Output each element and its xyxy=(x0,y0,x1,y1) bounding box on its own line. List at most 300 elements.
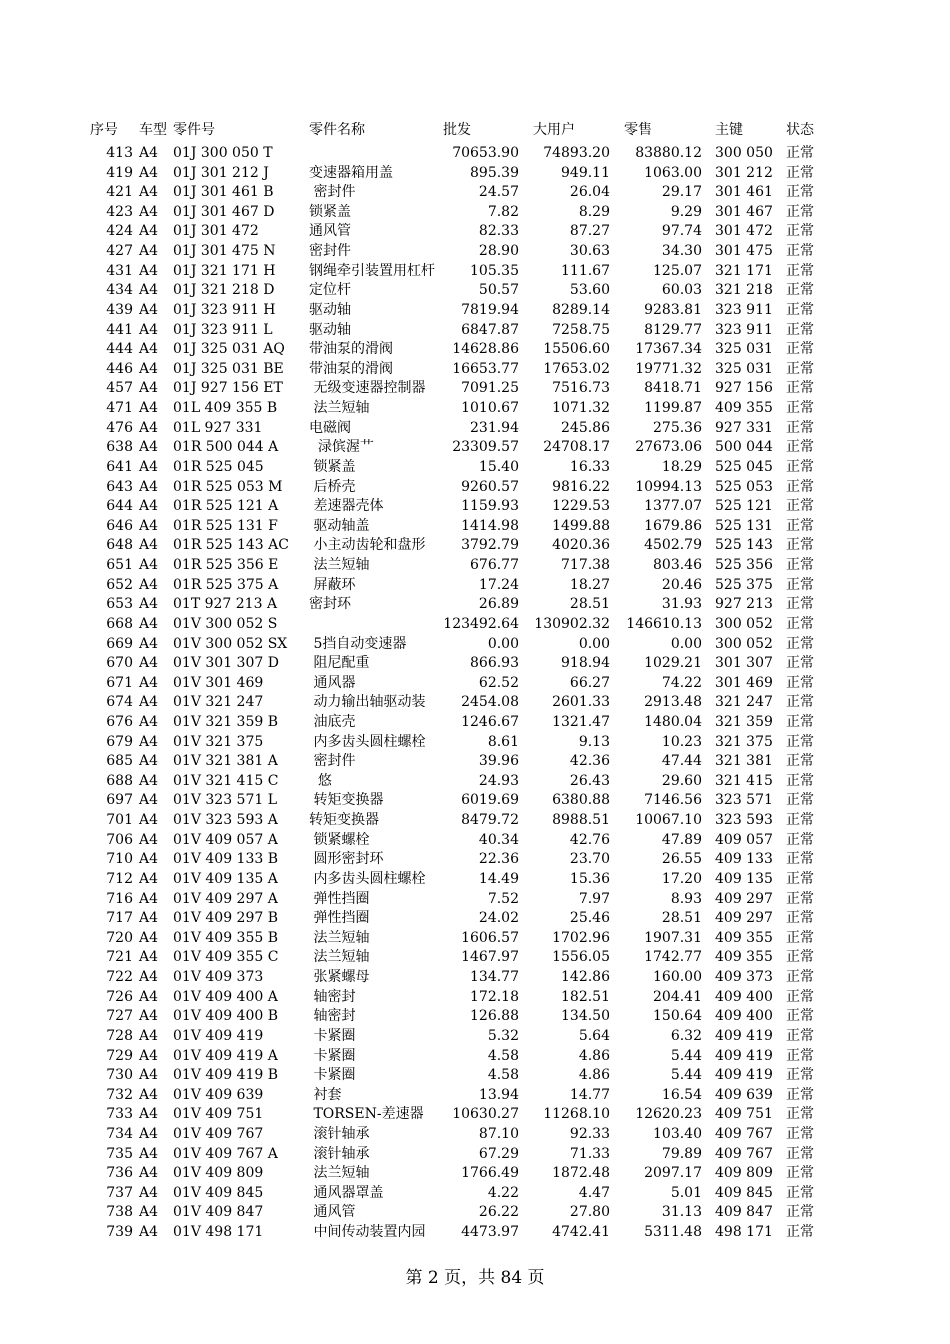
cell-wholesale: 15.40 xyxy=(478,458,519,475)
cell-name: 动力输出轴驱动装 xyxy=(309,694,426,711)
cell-status: 正常 xyxy=(786,870,814,887)
cell-wholesale: 895.39 xyxy=(470,164,519,181)
cell-name: 定位杆 xyxy=(309,282,351,299)
cell-wholesale: 105.35 xyxy=(470,262,519,279)
cell-big-user: 134.50 xyxy=(561,1008,610,1025)
cell-big-user: 9.13 xyxy=(578,733,610,750)
cell-seq: 706 xyxy=(106,831,133,848)
cell-wholesale: 24.93 xyxy=(478,772,519,789)
cell-retail: 1742.77 xyxy=(644,949,702,966)
cell-wholesale: 7.52 xyxy=(487,890,519,907)
cell-name: 圆形密封环 xyxy=(309,851,384,868)
cell-model: A4 xyxy=(139,870,159,887)
cell-wholesale: 1414.98 xyxy=(461,517,519,534)
cell-name: 悠 xyxy=(309,772,332,789)
cell-model: A4 xyxy=(139,1145,159,1162)
cell-key: 409 133 xyxy=(715,851,773,868)
cell-model: A4 xyxy=(139,1067,159,1084)
footer-page-number: 2 xyxy=(427,1268,439,1288)
cell-seq: 717 xyxy=(106,910,133,927)
cell-wholesale: 22.36 xyxy=(478,851,519,868)
cell-part-no: 01V 498 171 xyxy=(173,1224,264,1241)
cell-key: 301 307 xyxy=(715,655,773,672)
cell-name: 小主动齿轮和盘形 xyxy=(309,537,426,554)
cell-name: 差速器壳体 xyxy=(309,498,384,515)
cell-model: A4 xyxy=(139,1184,159,1201)
cell-name: 卡紧圈 xyxy=(309,1047,356,1064)
cell-seq: 679 xyxy=(106,733,133,750)
cell-seq: 471 xyxy=(106,400,133,417)
cell-name: 滚针轴承 xyxy=(309,1145,370,1162)
footer-total-pages: 84 xyxy=(500,1268,523,1288)
cell-name: 后桥壳 xyxy=(309,478,356,495)
cell-key: 321 247 xyxy=(715,694,773,711)
cell-wholesale: 4.58 xyxy=(487,1047,519,1064)
cell-key: 500 044 xyxy=(715,439,773,456)
cell-model: A4 xyxy=(139,223,159,240)
cell-retail: 60.03 xyxy=(661,282,702,299)
cell-big-user: 18.27 xyxy=(569,576,610,593)
cell-wholesale: 4473.97 xyxy=(461,1224,519,1241)
cell-key: 525 121 xyxy=(715,498,773,515)
cell-model: A4 xyxy=(139,203,159,220)
cell-wholesale: 1010.67 xyxy=(461,400,519,417)
cell-wholesale: 13.94 xyxy=(478,1086,519,1103)
cell-key: 323 911 xyxy=(715,301,773,318)
cell-key: 325 031 xyxy=(715,360,773,377)
cell-wholesale: 87.10 xyxy=(478,1126,519,1142)
cell-wholesale: 8.61 xyxy=(487,733,519,750)
cell-model: A4 xyxy=(139,498,159,515)
cell-big-user: 182.51 xyxy=(561,988,610,1005)
cell-model: A4 xyxy=(139,321,159,338)
cell-retail: 8418.71 xyxy=(644,380,702,397)
cell-wholesale: 14628.86 xyxy=(452,341,519,358)
cell-retail: 8.93 xyxy=(670,890,702,907)
cell-part-no: 01V 409 355 B xyxy=(173,929,279,946)
cell-key: 409 847 xyxy=(715,1204,773,1221)
cell-key: 301 461 xyxy=(715,184,773,201)
cell-part-no: 01J 321 218 D xyxy=(173,282,275,299)
cell-retail: 18.29 xyxy=(661,458,702,475)
cell-big-user: 7516.73 xyxy=(552,380,610,397)
cell-big-user: 25.46 xyxy=(569,910,610,927)
cell-seq: 671 xyxy=(106,674,133,691)
page-footer xyxy=(0,1263,950,1288)
cell-key: 409 297 xyxy=(715,910,773,927)
cell-model: A4 xyxy=(139,1086,159,1103)
cell-model: A4 xyxy=(139,478,159,495)
cell-seq: 697 xyxy=(106,792,133,809)
cell-retail: 12620.23 xyxy=(635,1106,702,1123)
cell-model: A4 xyxy=(139,576,159,593)
cell-part-no: 01J 323 911 H xyxy=(173,301,276,318)
header-big-user: 大用户 xyxy=(533,122,575,138)
cell-wholesale: 70653.90 xyxy=(452,145,519,161)
cell-big-user: 23.70 xyxy=(569,851,610,868)
cell-key: 300 050 xyxy=(715,145,773,161)
cell-part-no: 01V 409 400 B xyxy=(173,1008,279,1025)
cell-model: A4 xyxy=(139,1047,159,1064)
cell-model: A4 xyxy=(139,380,159,397)
cell-seq: 721 xyxy=(106,949,133,966)
cell-retail: 2097.17 xyxy=(644,1165,702,1182)
cell-name: 通风器 xyxy=(309,674,356,691)
cell-seq: 446 xyxy=(106,360,133,377)
cell-part-no: 01V 409 297 B xyxy=(173,910,279,927)
cell-part-no: 01V 409 809 xyxy=(173,1165,264,1182)
cell-part-no: 01J 301 475 N xyxy=(173,243,276,260)
cell-wholesale: 1159.93 xyxy=(461,498,519,515)
cell-name: 通风管 xyxy=(309,1204,356,1221)
cell-model: A4 xyxy=(139,145,159,161)
cell-seq: 733 xyxy=(106,1106,133,1123)
cell-seq: 641 xyxy=(106,458,133,475)
cell-part-no: 01R 500 044 A xyxy=(173,439,279,456)
cell-seq: 444 xyxy=(106,341,133,358)
cell-status: 正常 xyxy=(786,1165,814,1182)
cell-key: 525 045 xyxy=(715,458,773,475)
cell-model: A4 xyxy=(139,400,159,417)
cell-big-user: 4.86 xyxy=(578,1067,610,1084)
cell-retail: 26.55 xyxy=(661,851,702,868)
cell-key: 323 571 xyxy=(715,792,773,809)
cell-status: 正常 xyxy=(786,537,814,554)
cell-seq: 653 xyxy=(106,596,133,613)
cell-key: 409 639 xyxy=(715,1086,773,1103)
cell-key: 409 767 xyxy=(715,1145,773,1162)
cell-name: TORSEN-差速器 xyxy=(309,1106,424,1123)
cell-key: 525 053 xyxy=(715,478,773,495)
cell-name: 中间传动装置内园 xyxy=(309,1224,426,1241)
cell-model: A4 xyxy=(139,557,159,574)
cell-wholesale: 10630.27 xyxy=(452,1106,519,1123)
cell-retail: 1377.07 xyxy=(644,498,702,515)
cell-part-no: 01L 927 331 xyxy=(173,419,263,436)
cell-status: 正常 xyxy=(786,439,814,456)
cell-seq: 427 xyxy=(106,243,133,260)
cell-part-no: 01V 323 593 A xyxy=(173,812,278,829)
cell-part-no: 01V 409 767 A xyxy=(173,1145,278,1162)
cell-wholesale: 172.18 xyxy=(470,988,519,1005)
cell-retail: 47.44 xyxy=(661,753,702,770)
cell-retail: 29.60 xyxy=(661,772,702,789)
cell-wholesale: 6019.69 xyxy=(461,792,519,809)
cell-name: 锁紧盖 xyxy=(309,203,351,220)
cell-big-user: 7258.75 xyxy=(552,321,610,338)
cell-big-user: 4.47 xyxy=(578,1184,610,1201)
cell-key: 301 469 xyxy=(715,674,773,691)
cell-name: 阻尼配重 xyxy=(309,655,370,672)
cell-wholesale: 6847.87 xyxy=(461,321,519,338)
cell-wholesale: 1246.67 xyxy=(461,713,519,730)
cell-model: A4 xyxy=(139,1106,159,1123)
cell-retail: 97.74 xyxy=(661,223,702,240)
cell-big-user: 17653.02 xyxy=(543,360,610,377)
cell-seq: 688 xyxy=(106,772,133,789)
cell-big-user: 1702.96 xyxy=(552,929,610,946)
cell-key: 409 767 xyxy=(715,1126,773,1142)
cell-wholesale: 4.22 xyxy=(487,1184,519,1201)
cell-model: A4 xyxy=(139,1204,159,1221)
cell-status: 正常 xyxy=(786,1145,814,1162)
cell-big-user: 245.86 xyxy=(561,419,610,436)
cell-key: 525 375 xyxy=(715,576,773,593)
cell-key: 321 381 xyxy=(715,753,773,770)
cell-model: A4 xyxy=(139,301,159,318)
cell-status: 正常 xyxy=(786,145,814,161)
cell-model: A4 xyxy=(139,792,159,809)
cell-seq: 726 xyxy=(106,988,133,1005)
cell-name: 电磁阀 xyxy=(309,419,351,436)
cell-big-user: 1872.48 xyxy=(552,1165,610,1182)
cell-part-no: 01L 409 355 B xyxy=(173,400,278,417)
cell-big-user: 26.43 xyxy=(569,772,610,789)
cell-key: 409 419 xyxy=(715,1067,773,1084)
cell-seq: 441 xyxy=(106,321,133,338)
cell-key: 409 419 xyxy=(715,1047,773,1064)
cell-wholesale: 8479.72 xyxy=(461,812,519,829)
cell-name: 密封环 xyxy=(309,596,351,613)
cell-key: 321 171 xyxy=(715,262,773,279)
cell-wholesale: 5.32 xyxy=(487,1027,519,1044)
cell-name: 密封件 xyxy=(309,243,351,260)
cell-wholesale: 7819.94 xyxy=(461,301,519,318)
cell-key: 325 031 xyxy=(715,341,773,358)
cell-seq: 638 xyxy=(106,439,133,456)
cell-status: 正常 xyxy=(786,635,814,652)
cell-key: 409 355 xyxy=(715,400,773,417)
cell-key: 927 331 xyxy=(715,419,773,436)
cell-key: 409 400 xyxy=(715,1008,773,1025)
cell-status: 正常 xyxy=(786,733,814,750)
cell-status: 正常 xyxy=(786,262,814,279)
cell-name: 法兰短轴 xyxy=(309,557,370,574)
cell-status: 正常 xyxy=(786,1184,814,1201)
cell-status: 正常 xyxy=(786,360,814,377)
cell-part-no: 01J 301 461 B xyxy=(173,184,274,201)
cell-status: 正常 xyxy=(786,301,814,318)
cell-wholesale: 1606.57 xyxy=(461,929,519,946)
cell-retail: 28.51 xyxy=(661,910,702,927)
cell-status: 正常 xyxy=(786,674,814,691)
cell-model: A4 xyxy=(139,772,159,789)
cell-model: A4 xyxy=(139,1224,159,1241)
cell-wholesale: 24.57 xyxy=(478,184,519,201)
header-retail: 零售 xyxy=(624,122,652,138)
cell-status: 正常 xyxy=(786,282,814,299)
cell-big-user: 8988.51 xyxy=(552,812,610,829)
cell-name: 衬套 xyxy=(309,1086,342,1103)
cell-key: 321 415 xyxy=(715,772,773,789)
cell-big-user: 28.51 xyxy=(569,596,610,613)
cell-status: 正常 xyxy=(786,478,814,495)
cell-status: 正常 xyxy=(786,1204,814,1221)
cell-seq: 674 xyxy=(106,694,133,711)
cell-status: 正常 xyxy=(786,969,814,986)
cell-key: 409 809 xyxy=(715,1165,773,1182)
cell-model: A4 xyxy=(139,890,159,907)
cell-seq: 434 xyxy=(106,282,133,299)
cell-seq: 419 xyxy=(106,164,133,181)
cell-retail: 125.07 xyxy=(653,262,702,279)
cell-model: A4 xyxy=(139,753,159,770)
cell-part-no: 01J 300 050 T xyxy=(173,145,273,161)
cell-status: 正常 xyxy=(786,1027,814,1044)
cell-status: 正常 xyxy=(786,831,814,848)
cell-status: 正常 xyxy=(786,988,814,1005)
cell-model: A4 xyxy=(139,635,159,652)
cell-status: 正常 xyxy=(786,203,814,220)
cell-seq: 735 xyxy=(106,1145,133,1162)
header-part-no: 零件号 xyxy=(173,122,215,138)
cell-status: 正常 xyxy=(786,596,814,613)
cell-seq: 651 xyxy=(106,557,133,574)
cell-retail: 9.29 xyxy=(670,203,702,220)
cell-name: 弹性挡圈 xyxy=(309,910,370,927)
cell-wholesale: 4.58 xyxy=(487,1067,519,1084)
cell-key: 409 135 xyxy=(715,870,773,887)
cell-name: 屏蔽环 xyxy=(309,576,356,593)
cell-model: A4 xyxy=(139,713,159,730)
cell-wholesale: 7091.25 xyxy=(461,380,519,397)
cell-model: A4 xyxy=(139,1126,159,1142)
cell-retail: 9283.81 xyxy=(644,301,702,318)
cell-seq: 712 xyxy=(106,870,133,887)
cell-model: A4 xyxy=(139,812,159,829)
cell-seq: 676 xyxy=(106,713,133,730)
cell-big-user: 0.00 xyxy=(578,635,610,652)
cell-wholesale: 26.22 xyxy=(478,1204,519,1221)
cell-wholesale: 123492.64 xyxy=(443,615,519,632)
cell-key: 409 355 xyxy=(715,949,773,966)
cell-status: 正常 xyxy=(786,772,814,789)
cell-big-user: 42.36 xyxy=(569,753,610,770)
cell-status: 正常 xyxy=(786,243,814,260)
cell-model: A4 xyxy=(139,360,159,377)
cell-seq: 670 xyxy=(106,655,133,672)
cell-key: 321 218 xyxy=(715,282,773,299)
cell-retail: 146610.13 xyxy=(626,615,702,632)
cell-model: A4 xyxy=(139,929,159,946)
cell-wholesale: 16653.77 xyxy=(452,360,519,377)
cell-wholesale: 82.33 xyxy=(478,223,519,240)
cell-model: A4 xyxy=(139,694,159,711)
cell-retail: 803.46 xyxy=(653,557,702,574)
cell-big-user: 15.36 xyxy=(569,870,610,887)
cell-model: A4 xyxy=(139,655,159,672)
cell-key: 301 467 xyxy=(715,203,773,220)
cell-retail: 1029.21 xyxy=(644,655,702,672)
cell-status: 正常 xyxy=(786,223,814,240)
cell-retail: 16.54 xyxy=(661,1086,702,1103)
cell-wholesale: 3792.79 xyxy=(461,537,519,554)
cell-model: A4 xyxy=(139,674,159,691)
cell-model: A4 xyxy=(139,1008,159,1025)
cell-seq: 669 xyxy=(106,635,133,652)
cell-key: 300 052 xyxy=(715,635,773,652)
cell-seq: 722 xyxy=(106,969,133,986)
cell-seq: 739 xyxy=(106,1224,133,1241)
cell-key: 525 356 xyxy=(715,557,773,574)
cell-retail: 31.13 xyxy=(661,1204,702,1221)
cell-status: 正常 xyxy=(786,1047,814,1064)
cell-part-no: 01V 321 415 C xyxy=(173,772,279,789)
cell-key: 927 213 xyxy=(715,596,773,613)
cell-big-user: 130902.32 xyxy=(534,615,610,632)
cell-wholesale: 7.82 xyxy=(487,203,519,220)
cell-big-user: 26.04 xyxy=(569,184,610,201)
cell-status: 正常 xyxy=(786,419,814,436)
cell-big-user: 15506.60 xyxy=(543,341,610,358)
cell-wholesale: 50.57 xyxy=(478,282,519,299)
cell-key: 301 472 xyxy=(715,223,773,240)
cell-wholesale: 2454.08 xyxy=(461,694,519,711)
cell-wholesale: 28.90 xyxy=(478,243,519,260)
cell-name: 密封件 xyxy=(309,184,356,201)
cell-seq: 439 xyxy=(106,301,133,318)
cell-retail: 31.93 xyxy=(661,596,702,613)
cell-name: 驱动轴盖 xyxy=(309,517,370,534)
cell-part-no: 01V 409 847 xyxy=(173,1204,264,1221)
cell-name: 密封件 xyxy=(309,753,356,770)
cell-name: 卡紧圈 xyxy=(309,1027,356,1044)
cell-seq: 738 xyxy=(106,1204,133,1221)
cell-big-user: 9816.22 xyxy=(552,478,610,495)
cell-status: 正常 xyxy=(786,458,814,475)
cell-retail: 10067.10 xyxy=(635,812,702,829)
cell-key: 409 419 xyxy=(715,1027,773,1044)
cell-big-user: 27.80 xyxy=(569,1204,610,1221)
cell-part-no: 01V 409 419 xyxy=(173,1027,264,1044)
cell-part-no: 01J 323 911 L xyxy=(173,321,273,338)
cell-wholesale: 1766.49 xyxy=(461,1165,519,1182)
cell-retail: 19771.32 xyxy=(635,360,702,377)
cell-big-user: 8289.14 xyxy=(552,301,610,318)
cell-model: A4 xyxy=(139,164,159,181)
cell-part-no: 01V 409 297 A xyxy=(173,890,278,907)
cell-part-no: 01V 323 571 L xyxy=(173,792,278,809)
cell-big-user: 918.94 xyxy=(561,655,610,672)
cell-name: 带油泵的滑阀 xyxy=(309,341,393,358)
cell-wholesale: 62.52 xyxy=(478,674,519,691)
cell-model: A4 xyxy=(139,1027,159,1044)
cell-retail: 5.01 xyxy=(670,1184,702,1201)
cell-part-no: 01J 321 171 H xyxy=(173,262,276,279)
cell-part-no: 01V 300 052 S xyxy=(173,615,278,632)
cell-seq: 729 xyxy=(106,1047,133,1064)
cell-name: 带油泵的滑阀 xyxy=(309,360,393,377)
cell-retail: 79.89 xyxy=(661,1145,702,1162)
cell-name: 轴密封 xyxy=(309,1008,356,1025)
cell-name: 锁紧螺栓 xyxy=(309,831,370,848)
cell-part-no: 01R 525 356 E xyxy=(173,557,279,574)
cell-part-no: 01V 409 767 xyxy=(173,1126,264,1142)
cell-part-no: 01R 525 053 M xyxy=(173,478,283,495)
cell-name: 油底壳 xyxy=(309,713,356,730)
cell-big-user: 30.63 xyxy=(569,243,610,260)
cell-status: 正常 xyxy=(786,792,814,809)
cell-part-no: 01V 300 052 SX xyxy=(173,635,288,652)
cell-part-no: 01R 525 121 A xyxy=(173,498,279,515)
cell-wholesale: 40.34 xyxy=(478,831,519,848)
cell-part-no: 01V 409 057 A xyxy=(173,831,278,848)
cell-big-user: 1556.05 xyxy=(552,949,610,966)
cell-status: 正常 xyxy=(786,164,814,181)
cell-part-no: 01V 409 135 A xyxy=(173,870,278,887)
cell-retail: 17367.34 xyxy=(635,341,702,358)
cell-seq: 727 xyxy=(106,1008,133,1025)
